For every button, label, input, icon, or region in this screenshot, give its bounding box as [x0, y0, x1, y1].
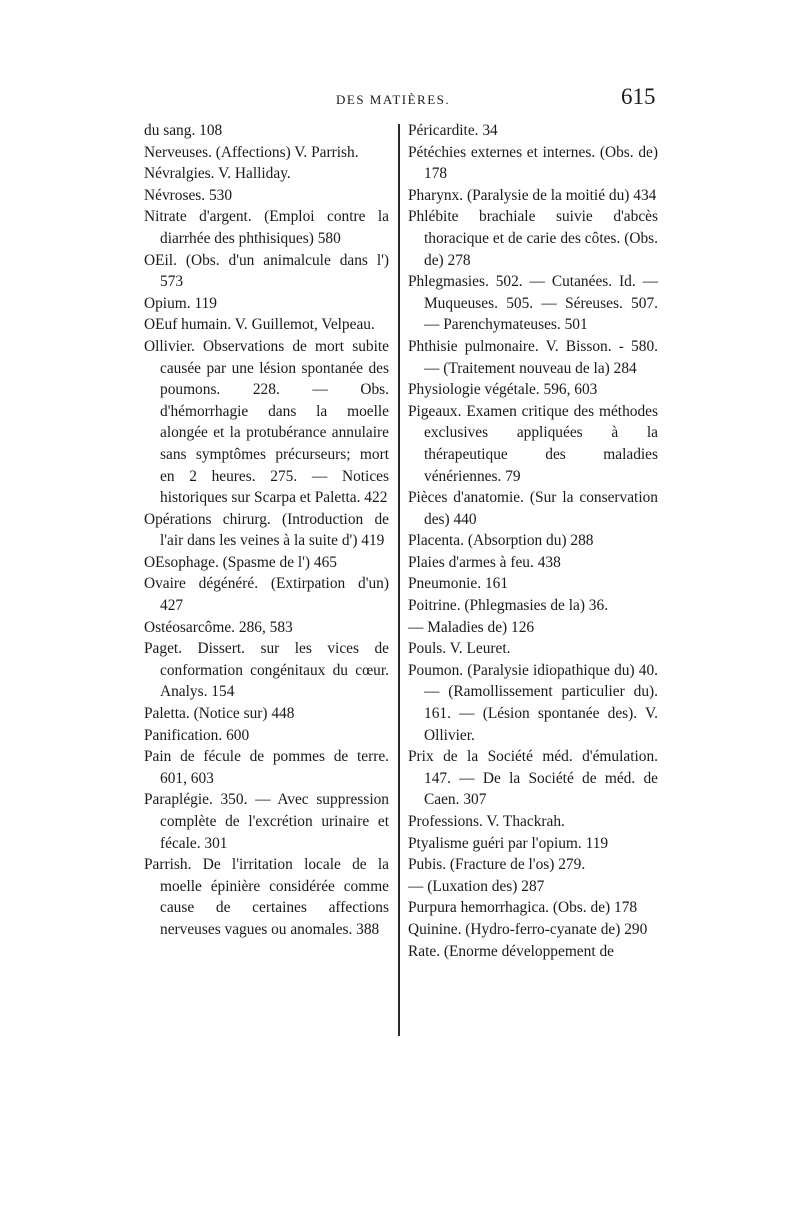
- index-entry: Panification. 600: [144, 726, 250, 744]
- index-entry: Parrish. De l'irritation locale de la moelle épinière considérée comme cause de certaines affections nerveuses vagues ou anomales. 388: [144, 856, 389, 938]
- index-entry: Pain de fécule de pommes de terre. 601, 603: [144, 748, 389, 787]
- running-header: DES MATIÈRES.: [336, 92, 451, 107]
- index-entry: Ptyalisme guéri par l'opium. 119: [408, 834, 609, 852]
- index-entry: Pouls. V. Leuret.: [408, 640, 511, 658]
- index-entry: du sang. 108: [144, 122, 223, 139]
- index-entry: Poumon. (Paralysie idiopathique du) 40. — (Ramollissement particulier du). 161. — (Lésion spontanée des). V. Ollivier.: [408, 661, 658, 744]
- index-entry: Professions. V. Thackrah.: [408, 813, 565, 830]
- index-entry: Névroses. 530: [144, 186, 233, 204]
- index-entry: Paraplégie. 350. — Avec suppression complète de l'excrétion urinaire et fécale. 301: [144, 791, 389, 852]
- index-entry: Pneumonie. 161: [408, 575, 509, 593]
- index-entry: Opérations chirurg. (Introduction de l'air dans les veines à la suite d') 419: [144, 510, 389, 550]
- index-entry: Plaies d'armes à feu. 438: [408, 553, 561, 571]
- index-entry: Rate. (Enorme développement de: [408, 942, 614, 960]
- index-entry: Poitrine. (Phlegmasies de la) 36.: [408, 597, 609, 615]
- index-entry: Ostéosarcôme. 286, 583: [144, 618, 293, 636]
- index-entry: Physiologie végétale. 596, 603: [408, 381, 598, 399]
- index-entry: OEuf humain. V. Guillemot, Velpeau.: [144, 316, 375, 334]
- index-entry: Névralgies. V. Halliday.: [144, 165, 291, 183]
- index-entry: Paget. Dissert. sur les vices de conformation congénitaux du cœur. Analys. 154: [144, 640, 389, 701]
- page-number: 615: [621, 84, 656, 109]
- index-entry: Phlébite brachiale suivie d'abcès thoracique et de carie des côtes. (Obs. de) 278: [408, 208, 658, 269]
- index-entry: Ovaire dégénéré. (Extirpation d'un) 427: [144, 575, 389, 615]
- index-entry: Paletta. (Notice sur) 448: [144, 705, 295, 723]
- index-entry: Placenta. (Absorption du) 288: [408, 532, 594, 550]
- index-entry: Prix de la Société méd. d'émulation. 147. — De la Société de méd. de Caen. 307: [408, 748, 658, 809]
- index-entry: Ollivier. Observations de mort subite causée par une lésion spontanée des poumons. 228. — Obs. d'hémorrhagie dans la moelle alongée et la protubérance annulaire sans symptômes précurseurs; mort en 2 heures. 275. — Notices historiques sur Scarpa et Paletta. 422: [144, 337, 389, 507]
- index-entry: — Maladies de) 126: [408, 618, 535, 636]
- index-entry: Purpura hemorrhagica. (Obs. de) 178: [408, 899, 638, 917]
- index-entry: OEil. (Obs. d'un animalcule dans l') 573: [144, 251, 389, 291]
- index-entry: Pièces d'anatomie. (Sur la conservation des) 440: [408, 489, 658, 528]
- index-entry: Pubis. (Fracture de l'os) 279.: [408, 856, 586, 874]
- index-entry: — (Luxation des) 287: [408, 877, 545, 895]
- index-entry: Opium. 119: [144, 294, 217, 312]
- index-entry: Pigeaux. Examen critique des méthodes exclusives appliquées à la thérapeutique des maladies vénériennes. 79: [408, 402, 658, 485]
- index-entry: Pétéchies externes et internes. (Obs. de) 178: [408, 143, 658, 183]
- index-entry: Quinine. (Hydro-ferro-cyanate de) 290: [408, 920, 648, 938]
- index-entry: Nitrate d'argent. (Emploi contre la diarrhée des phthisiques) 580: [144, 208, 389, 247]
- index-entry: Péricardite. 34: [408, 122, 498, 139]
- left-column: [144, 120, 389, 941]
- right-column: [408, 120, 658, 962]
- index-entry: Phlegmasies. 502. — Cutanées. Id. — Muqueuses. 505. — Séreuses. 507. — Parenchymateuses. 501: [408, 273, 658, 334]
- index-entry: OEsophage. (Spasme de l') 465: [144, 553, 337, 571]
- column-divider: [398, 124, 400, 1036]
- index-entry: Pharynx. (Paralysie de la moitié du) 434: [408, 186, 657, 204]
- index-entry: Phthisie pulmonaire. V. Bisson. - 580. — (Traitement nouveau de la) 284: [408, 337, 658, 377]
- index-entry: Nerveuses. (Affections) V. Parrish.: [144, 143, 359, 161]
